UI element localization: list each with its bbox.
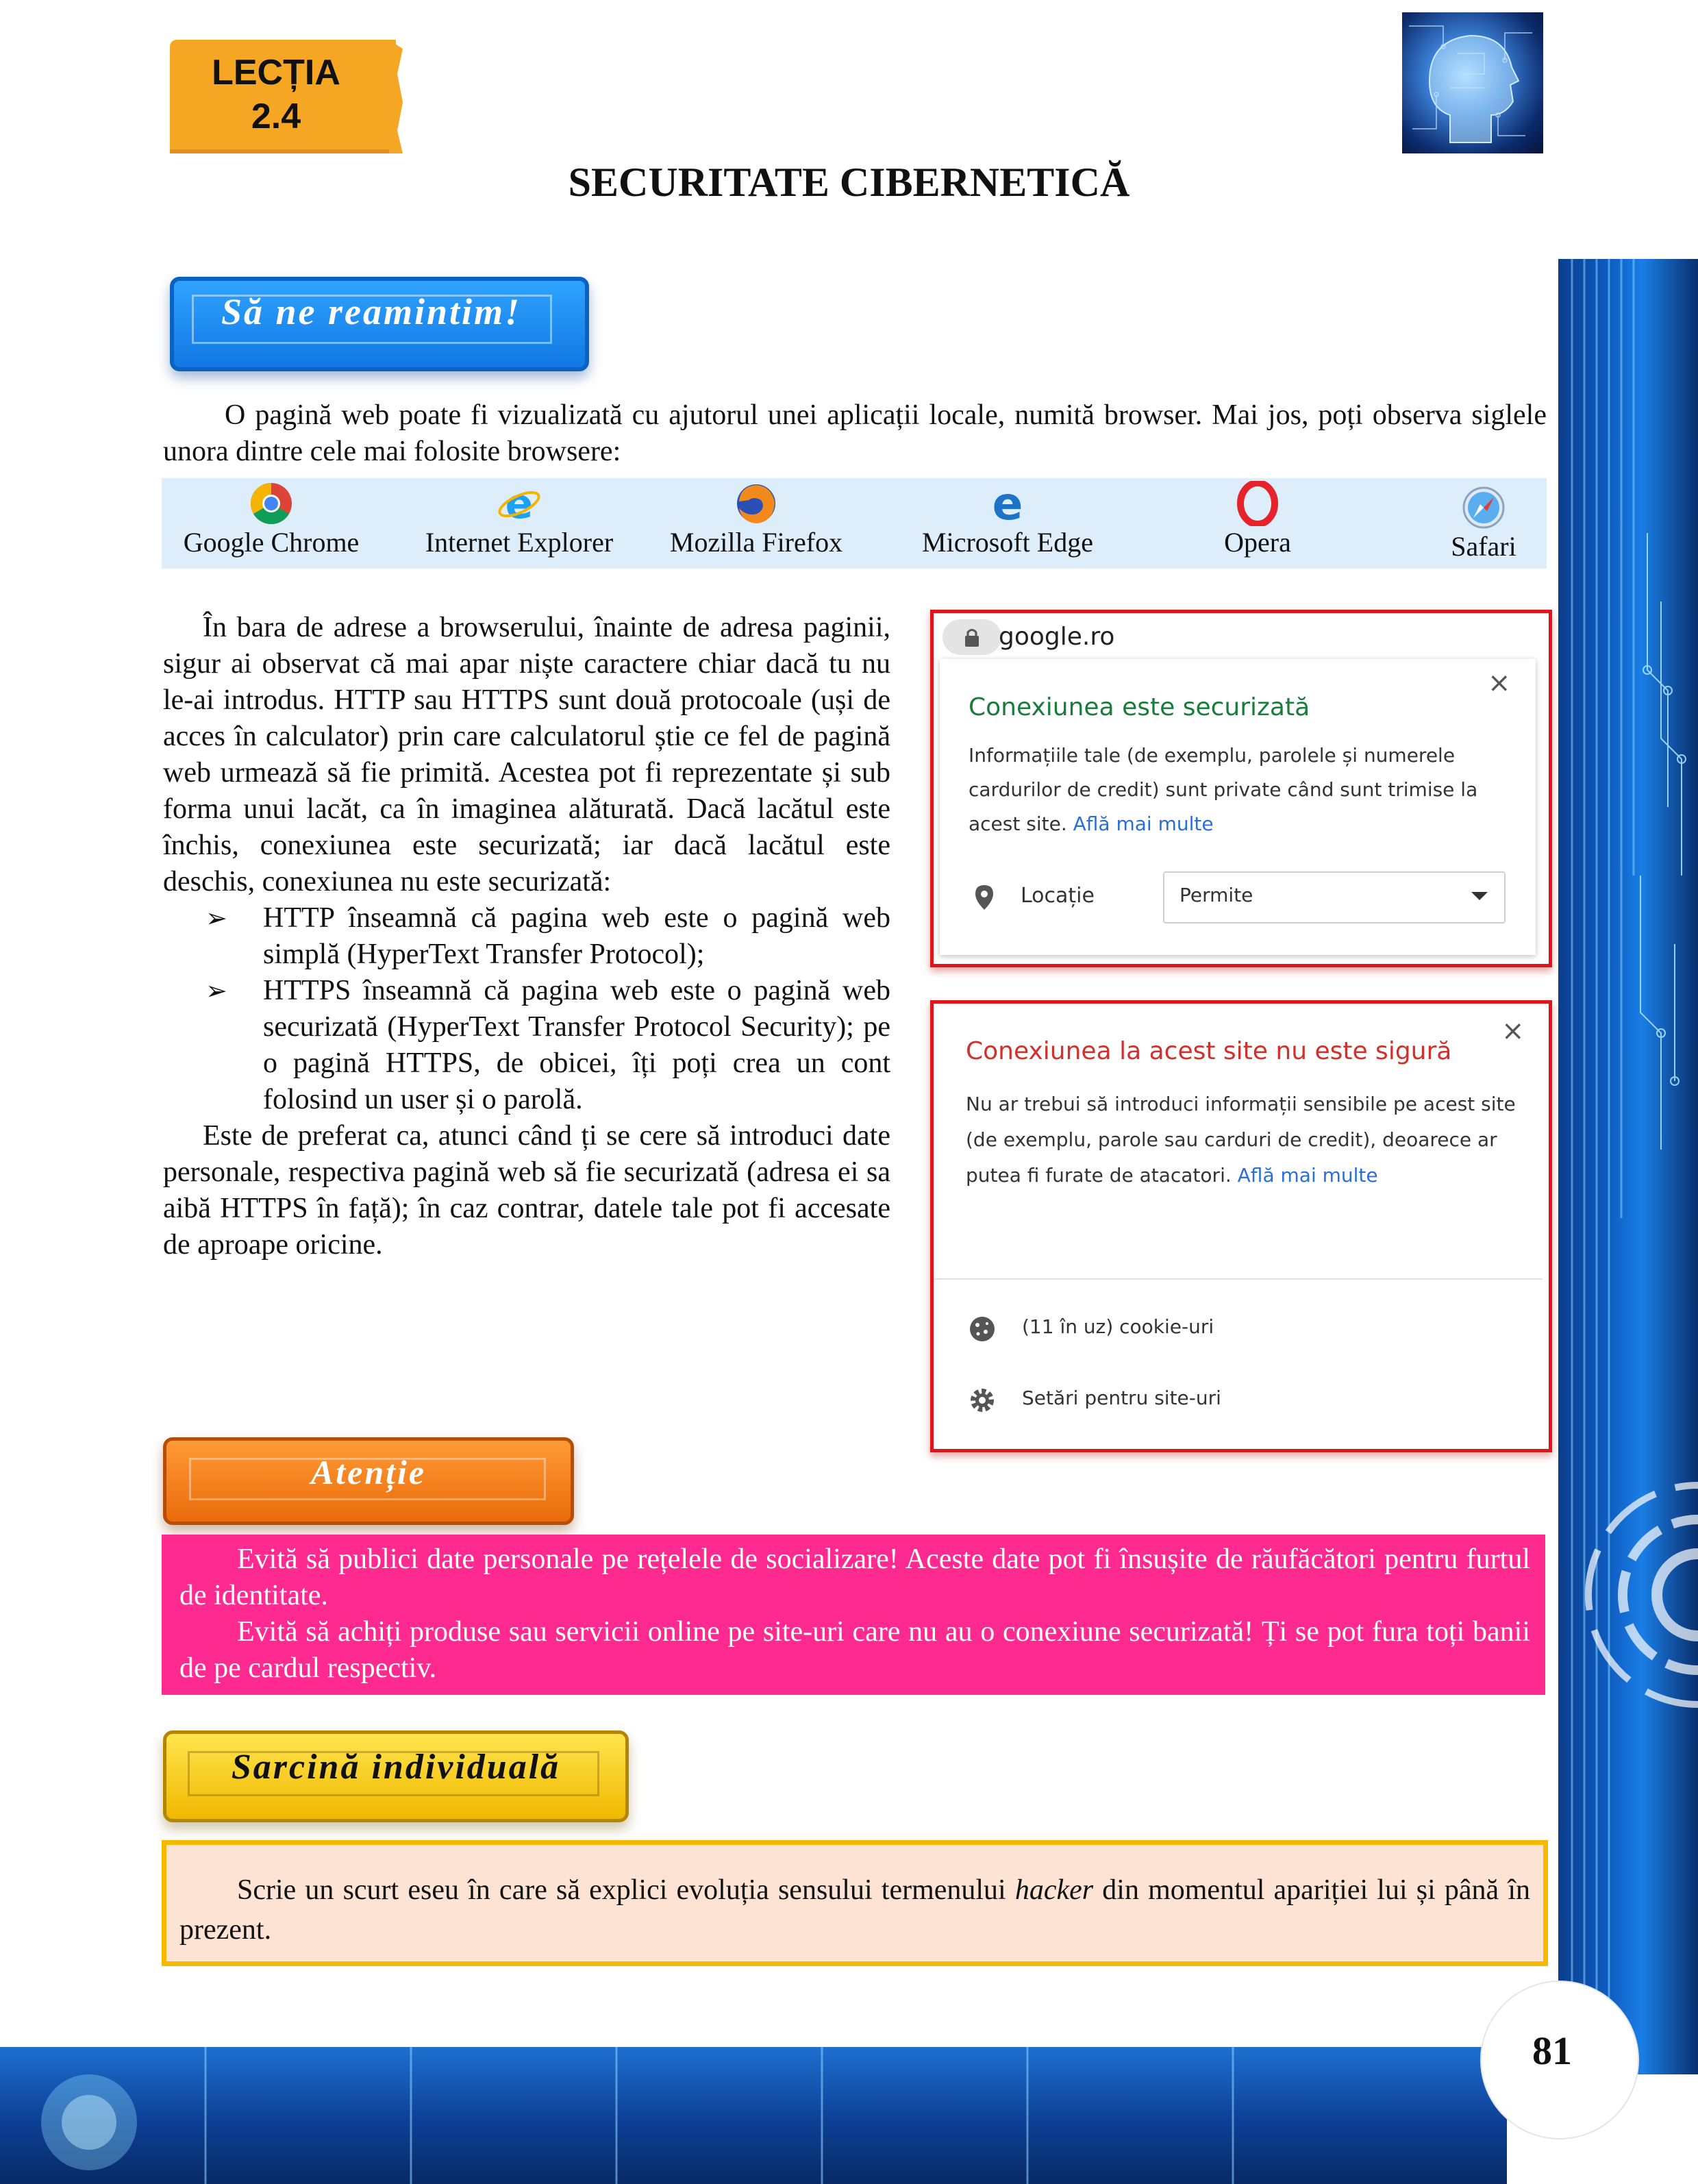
lesson-word: LECȚIA	[212, 53, 340, 92]
task-text-start: Scrie un scurt eseu în care să explici evoluția sensului termenului	[237, 1874, 1015, 1906]
lesson-label	[170, 51, 382, 138]
dropdown-arrow-icon[interactable]	[1471, 892, 1488, 902]
bullet-item	[163, 973, 890, 1118]
browser-item-safari	[1408, 482, 1559, 573]
safari-logo-icon	[1461, 485, 1506, 530]
browser-item-ie	[416, 478, 622, 569]
reminder-heading: Să ne reamintim!	[221, 291, 522, 332]
browser-name: Google Chrome	[183, 527, 360, 558]
attention-heading: Atenție	[310, 1453, 427, 1491]
learn-more-link[interactable]: Află mai multe	[1237, 1164, 1378, 1187]
bullet-text: HTTPS înseamnă că pagina web este o pagină web securizată (HyperText Transfer Protocol Security); pe o pagină HTTPS, de obicei, îți poți crea un cont folosind un user și o parolă.	[263, 975, 890, 1115]
insecure-description	[966, 1087, 1521, 1193]
intro-paragraph	[163, 397, 1547, 470]
url-lock-pill[interactable]	[942, 619, 1001, 655]
lesson-number: 2.4	[251, 97, 301, 136]
body-paragraph-1	[163, 610, 890, 900]
cookies-item[interactable]: (11 în uz) cookie-uri	[1022, 1315, 1214, 1338]
location-permission-value: Permite	[1179, 884, 1253, 906]
side-decoration	[1558, 259, 1698, 2074]
attention-line-2	[179, 1614, 1530, 1687]
attention-line-2-text: Evită să achiți produse sau servicii online pe site-uri care nu au o conexiune securizată! Ți se pot fura toți banii de pe cardul respectiv.	[179, 1616, 1530, 1684]
page-number: 81	[1532, 2028, 1572, 2073]
firefox-logo-icon	[734, 481, 779, 526]
arrow-bullet-icon: ➢	[205, 903, 227, 933]
insecure-description-text: Nu ar trebui să introduci informații sensibile pe acest site (de exemplu, parole sau carduri de credit), deoarece ar putea fi furate de atacatori.	[966, 1093, 1516, 1187]
opera-logo-icon	[1235, 481, 1280, 526]
site-settings-item[interactable]: Setări pentru site-uri	[1022, 1387, 1221, 1409]
task-heading: Sarcină individuală	[231, 1748, 561, 1787]
location-pin-icon	[973, 884, 996, 911]
browser-name: Microsoft Edge	[922, 527, 1093, 558]
body-paragraph-1-text: În bara de adrese a browserului, înainte de adresa paginii, sigur ai observat că mai apar niște caractere chiar dacă tu nu le-ai introdus. HTTP sau HTTPS sunt două protocoale (uși de acces în calculator) prin care calculatorul știe ce fel de pagină web urmează să fie primită. Acestea pot fi reprezentate și sub forma unui lacăt, ca în imaginea alăturată. Dacă lacătul este închis, conexiunea este securizată; iar dacă lacătul este deschis, conexiunea nu este securizată:	[163, 612, 890, 897]
chrome-logo-icon	[249, 481, 294, 526]
browser-name: Opera	[1224, 527, 1291, 558]
location-label: Locație	[1021, 884, 1095, 908]
ai-head-image	[1402, 12, 1543, 153]
browser-item-firefox	[660, 478, 852, 569]
svg-text:e: e	[505, 481, 534, 526]
attention-text	[179, 1541, 1530, 1687]
attention-line-1	[179, 1541, 1530, 1614]
browser-name: Mozilla Firefox	[669, 527, 843, 558]
close-icon[interactable]: ×	[1488, 667, 1511, 699]
bottom-decoration	[0, 2047, 1507, 2184]
bullet-text: HTTP înseamnă că pagina web este o pagină web simplă (HyperText Transfer Protocol);	[263, 902, 890, 970]
edge-logo-icon	[985, 481, 1030, 526]
browser-name: Internet Explorer	[425, 527, 614, 558]
task-text-end: din momentul apariției lui și până în prezent.	[179, 1874, 1530, 1946]
page-title: SECURITATE CIBERNETICĂ	[568, 160, 1130, 205]
learn-more-link[interactable]: Află mai multe	[1073, 812, 1214, 835]
browser-item-edge	[908, 478, 1107, 569]
gear-icon	[969, 1387, 996, 1414]
browser-item-chrome	[182, 478, 360, 569]
secure-description-text: Informațiile tale (de exemplu, parolele și numerele cardurilor de credit) sunt private când sunt trimise la acest site.	[969, 744, 1478, 835]
task-keyword: hacker	[1014, 1874, 1094, 1906]
browser-item-opera	[1182, 478, 1333, 569]
close-icon[interactable]: ×	[1501, 1015, 1525, 1047]
divider	[934, 1278, 1543, 1280]
url-address[interactable]: google.ro	[999, 623, 1115, 651]
browser-logos	[162, 478, 1547, 569]
insecure-popup-frame	[930, 1000, 1552, 1452]
secure-description	[969, 739, 1516, 841]
body-paragraph-2-text: Este de preferat ca, atunci când ți se cere să introduci date personale, respectiva pagină web să fie securizată (adresa ei sa aibă HTTPS în față); în caz contrar, datele tale pot fi accesate de aproape oricine.	[163, 1120, 890, 1261]
intro-text: O pagină web poate fi vizualizată cu ajutorul unei aplicații locale, numită browser. Mai jos, poți observa siglele unora dintre cele mai folosite browsere:	[163, 399, 1547, 467]
svg-text:e: e	[992, 481, 1023, 526]
secure-title: Conexiunea este securizată	[969, 693, 1310, 721]
cookie-icon	[969, 1315, 996, 1343]
arrow-bullet-icon: ➢	[205, 976, 227, 1006]
internet-explorer-logo-icon	[497, 481, 542, 526]
browser-name: Safari	[1451, 531, 1516, 562]
lock-icon	[942, 619, 1001, 655]
bullet-item	[163, 900, 890, 973]
attention-line-1-text: Evită să publici date personale pe rețelele de socializare! Aceste date pot fi însușite de răufăcători pentru furtul de identitate.	[179, 1543, 1530, 1611]
insecure-title: Conexiunea la acest site nu este sigură	[966, 1037, 1452, 1065]
body-paragraph-2	[163, 1118, 890, 1263]
body-text	[163, 610, 890, 1263]
task-text	[179, 1870, 1530, 1950]
